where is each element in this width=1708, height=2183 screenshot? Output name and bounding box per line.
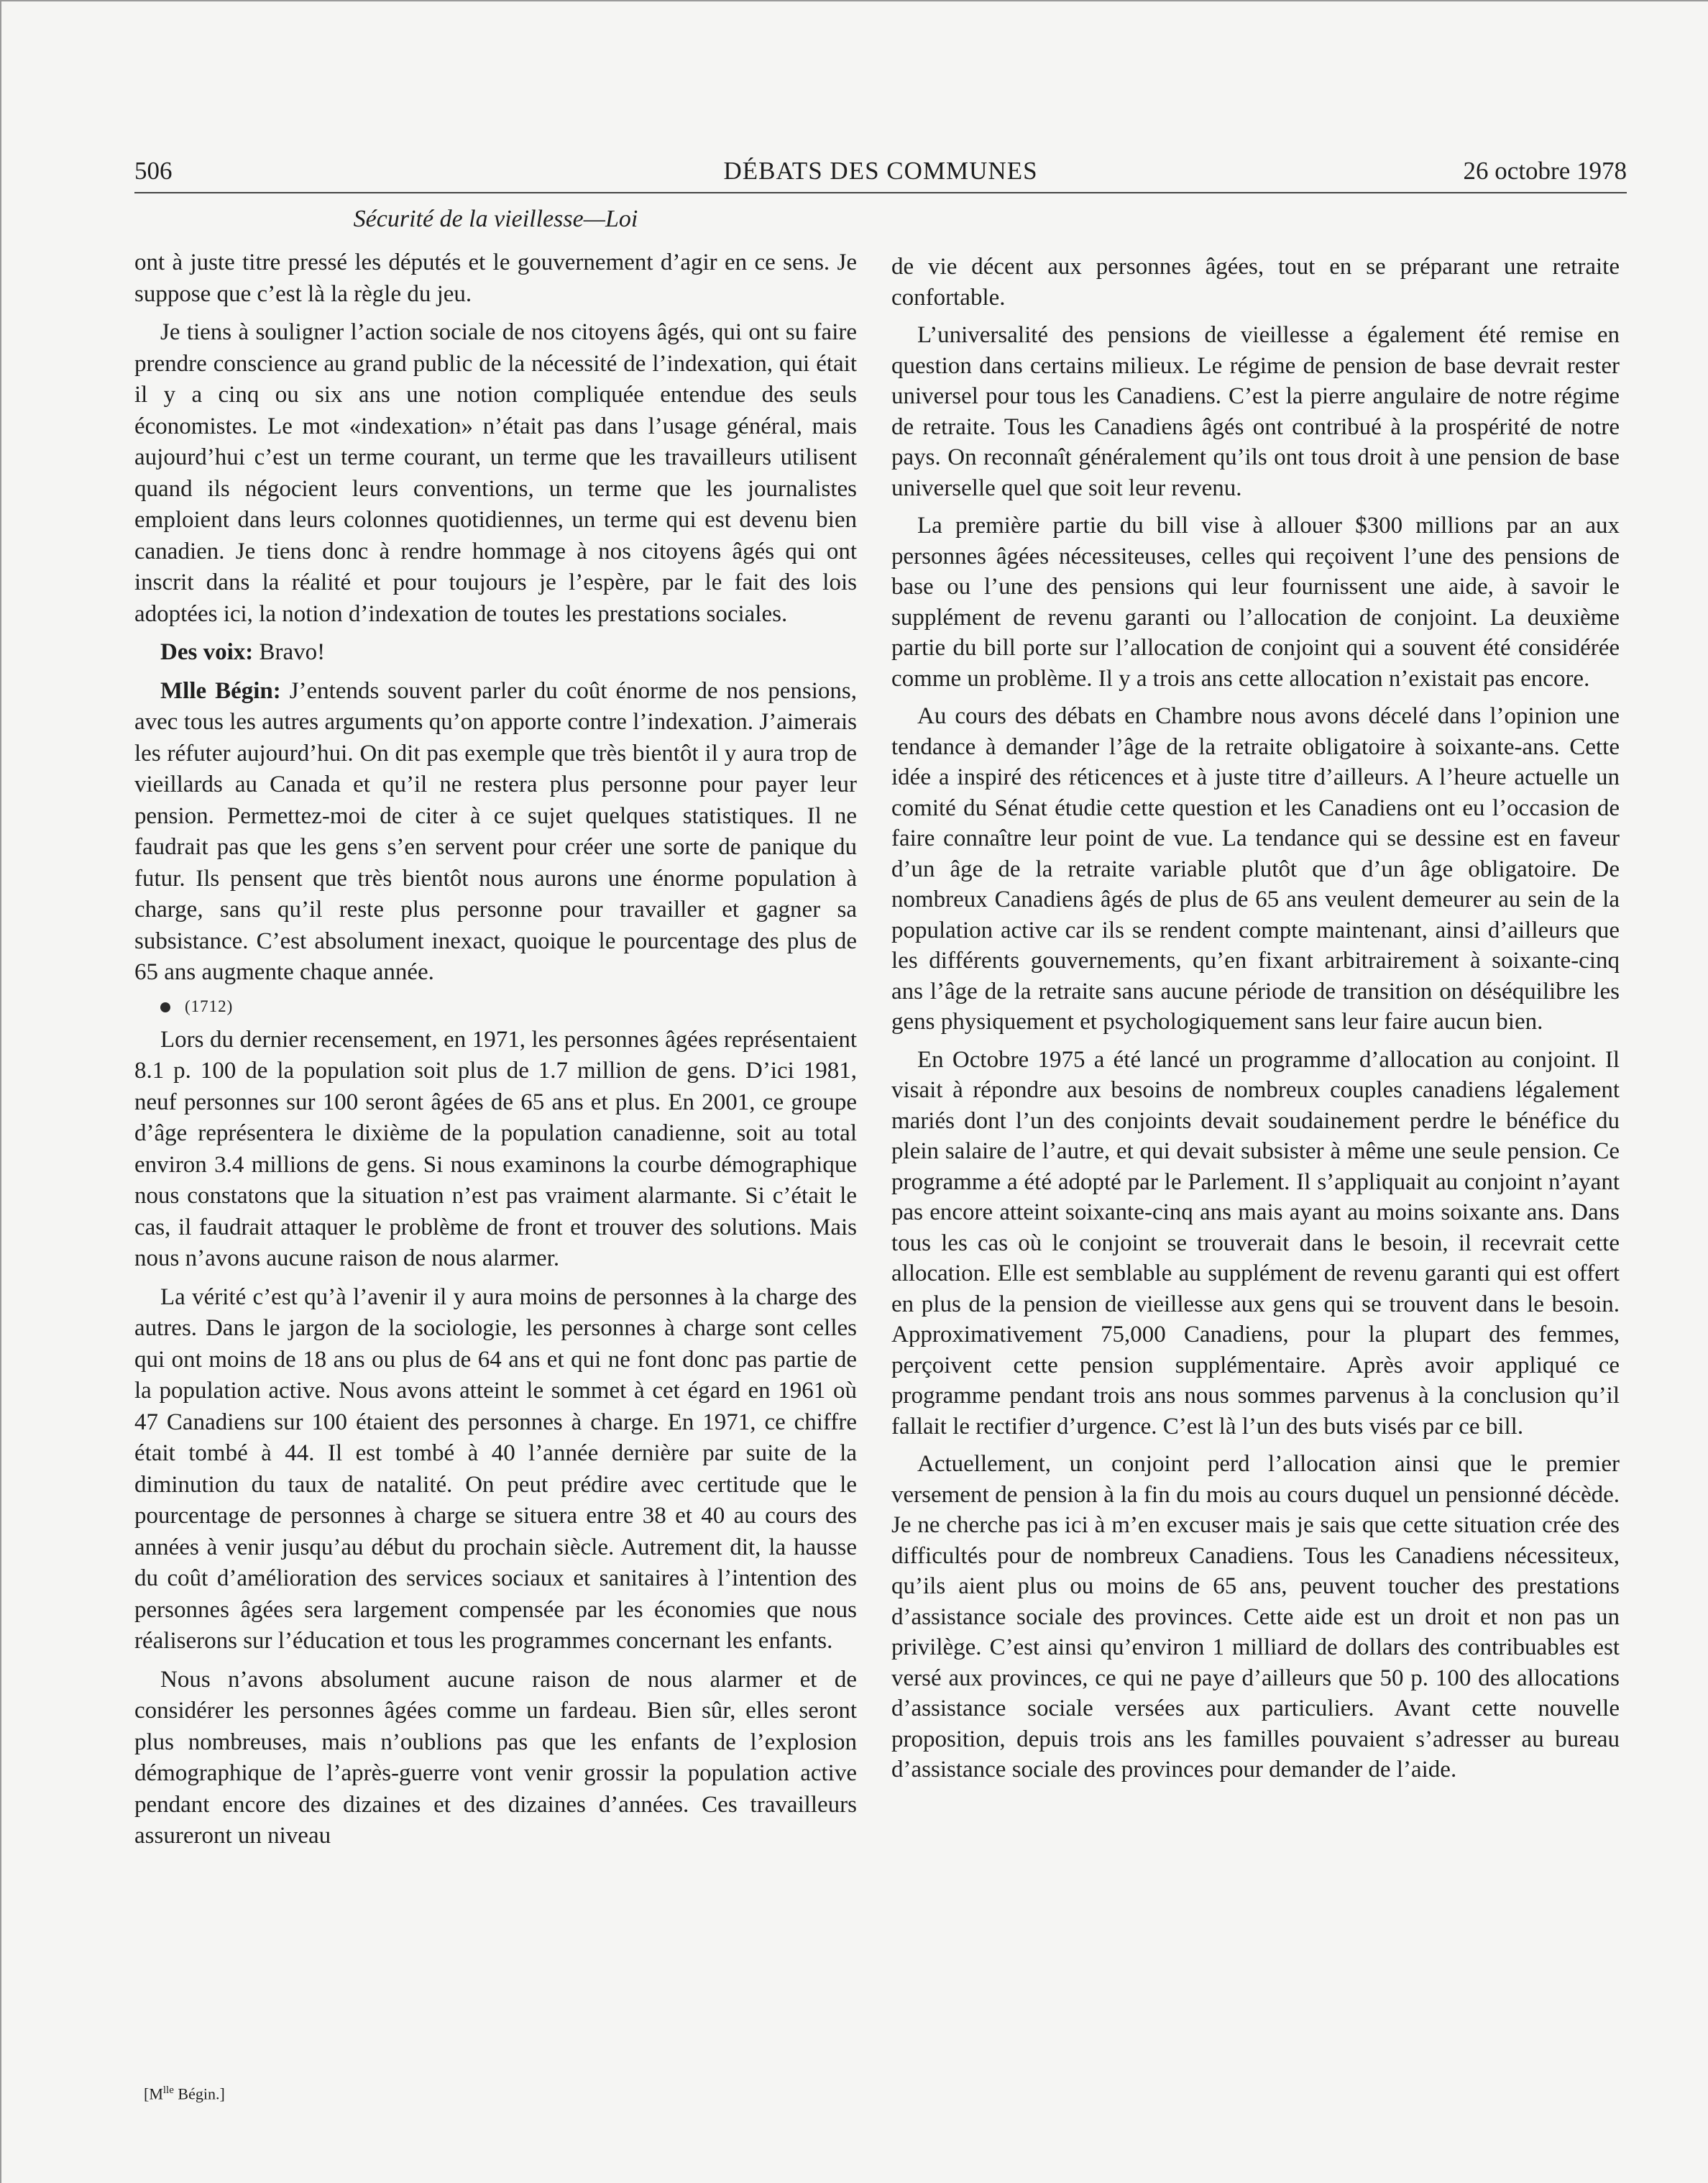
footnote-name: Bégin.] xyxy=(173,2084,225,2103)
time-marker-label: (1712) xyxy=(185,997,234,1015)
publication-title: DÉBATS DES COMMUNES xyxy=(723,157,1038,185)
paragraph xyxy=(134,676,857,989)
speaker-name: Des voix: xyxy=(160,639,254,665)
paragraph: de vie décent aux personnes âgées, tout en se préparant une retraite confortable. xyxy=(891,254,1620,311)
time-marker xyxy=(134,996,857,1017)
speaker-footnote xyxy=(144,2079,225,2105)
speaker-name: Mlle Bégin: xyxy=(160,677,281,704)
paragraph: Nous n’avons absolument aucune raison de nous alarmer et de considérer les personnes âgées comme un fardeau. Bien sûr, elles seront plus nombreuses, mais n’oublions pas que les enfants de l’explosion démographique de l’après-guerre vont venir grossir la population active pendant encore des dizaines et des dizaines d’années. Ces travailleurs assureront un niveau xyxy=(134,1666,857,1849)
paragraph xyxy=(134,637,857,669)
paragraph: En Octobre 1975 a été lancé un programme d’allocation au conjoint. Il visait à répondre aux besoins de nombreux couples canadiens légalement mariés dont l’un des conjoints devait soudainement perdre le bénéfice du plein salaire de l’autre, et qui devait subsister à même une seule pension. Ce programme a été adopté par le Parlement. Il s’appliquait au conjoint n’ayant pas encore atteint soixante-cinq ans mais ayant au moins soixante ans. Dans tous les cas où le conjoint se trouverait dans le besoin, il recevrait cette allocation. Elle est semblable au supplément de revenu garanti qui est offert en plus de la pension de vieillesse aux gens qui se trouvent dans le besoin. Approximativement 75,000 Canadiens, pour la plupart des femmes, perçoivent cette pension supplémentaire. Après avoir appliqué ce programme pendant trois ans nous sommes parvenus à la conclusion qu’il fallait le rectifier d’urgence. C’est là l’un des buts visés par ce bill. xyxy=(891,1046,1620,1440)
paragraph: ont à juste titre pressé les députés et le gouvernement d’agir en ce sens. Je suppose que c’est là la règle du jeu. xyxy=(134,250,857,307)
footnote-prefix: [M xyxy=(144,2084,163,2103)
page-header xyxy=(134,149,1627,193)
paragraph: La vérité c’est qu’à l’avenir il y aura moins de personnes à la charge des autres. Dans le jargon de la sociologie, les personnes à charge sont celles qui ont moins de 18 ans ou plus de 64 ans et qui ne font donc pas partie de la population active. Nous avons atteint le sommet à cet égard en 1961 où 47 Canadiens sur 100 étaient des personnes à charge. En 1971, ce chiffre était tombé à 44. Il est tombé à 40 l’année dernière par suite de la diminution du taux de natalité. On peut prédire avec certitude que le pourcentage de personnes à charge se situera entre 38 et 40 au cours des années à venir jusqu’au début du prochain siècle. Autrement dit, la hausse du coût d’amélioration des services sociaux et sanitaires à l’intention des personnes âgées sera largement compensée par les économies que nous réaliserons sur l’éducation et tous les programmes concernant les enfants. xyxy=(134,1283,857,1654)
paragraph: Actuellement, un conjoint perd l’allocation ainsi que le premier versement de pension à la fin du mois au cours duquel un pensionné décède. Je ne cherche pas ici à m’en excuser mais je sais que cette situation crée des difficultés pour de nombreux Canadiens. Tous les Canadiens nécessiteux, qu’ils aient plus ou moins de 65 ans, peuvent toucher des prestations d’assistance sociale des provinces. Cette aide est un droit et non pas un privilège. C’est ainsi qu’environ 1 milliard de dollars des contribuables est versé aux provinces, ce qui ne paye d’ailleurs que 50 p. 100 des allocations d’assistance sociale versées aux particuliers. Avant cette nouvelle proposition, depuis trois ans les familles pouvaient s’adresser au bureau d’assistance sociale des provinces pour demander de l’aide. xyxy=(891,1451,1620,1782)
paragraph: Je tiens à souligner l’action sociale de nos citoyens âgés, qui ont su faire prendre conscience au grand public de la nécessité de l’indexation, qui était il y a cinq ou six ans une notion compliquée entendue des seuls économistes. Le mot «indexation» n’était pas dans l’usage général, mais aujourd’hui c’est un terme courant, un terme que les travailleurs utilisent quand ils négocient leurs conventions, un terme que les journalistes emploient dans leurs colonnes quotidiennes, un terme qui est devenu bien canadien. Je tiens donc à rendre hommage à nos citoyens âgés qui ont inscrit dans la réalité et pour toujours je l’espère, par le fait des lois adoptées ici, la notion d’indexation de toutes les prestations sociales. xyxy=(134,319,857,627)
left-column xyxy=(134,247,857,1859)
header-rule xyxy=(134,192,1627,193)
paragraph: Lors du dernier recensement, en 1971, les personnes âgées représentaient 8.1 p. 100 de la population soit plus de 1.7 million de gens. D’ici 1981, neuf personnes sur 100 seront âgées de 65 ans et plus. En 2001, ce groupe d’âge représentera le dixième de la population canadienne, soit au total environ 3.4 millions de gens. Si nous examinons la courbe démographique nous constatons que la situation n’est pas vraiment alarmante. Si c’était le cas, il faudrait attaquer le problème de front et trouver des solutions. Mais nous n’avons aucune raison de nous alarmer. xyxy=(134,1026,857,1271)
right-column xyxy=(891,252,1620,1793)
page-number: 506 xyxy=(134,157,173,185)
speech-text: J’entends souvent parler du coût énorme de nos pensions, avec tous les autres arguments qu’on apporte contre l’indexation. J’aimerais les réfuter aujourd’hui. On dit pas exemple que très bientôt il y aura trop de vieillards au Canada et qu’il ne restera plus personne pour payer leur pension. Permettez-moi de citer à ce sujet quelques statistiques. Il ne faudrait pas que les gens s’en servent pour créer une sorte de panique du futur. Ils pensent que très bientôt nous aurons une énorme population à charge, sans qu’il reste plus personne pour travailler et gagner sa subsistance. C’est absolument inexact, quoique le pourcentage des plus de 65 ans augmente chaque année. xyxy=(134,677,857,985)
running-head: Sécurité de la vieillesse—Loi xyxy=(353,206,638,232)
paragraph: Au cours des débats en Chambre nous avons décelé dans l’opinion une tendance à demander l’âge de la retraite obligatoire à soixante-ans. Cette idée a inspiré des réticences et à juste titre d’ailleurs. A l’heure actuelle un comité du Sénat étudie cette question et les Canadiens ont eu l’occasion de faire connaître leur point de vue. La tendance qui se dessine est en faveur d’un âge de la retraite variable plutôt que d’un âge obligatoire. De nombreux Canadiens âgés de plus de 65 ans veulent demeurer au sein de la population active car ils se rendent compte maintenant, ainsi d’ailleurs que les différents gouvernements, qu’en fixant arbitrairement à soixante-cinq ans l’âge de la retraite sans aucune période de transition on déséquilibre les gens physiquement et psychologiquement sans leur faire aucun bien. xyxy=(891,703,1620,1035)
paragraph: La première partie du bill vise à allouer $300 millions par an aux personnes âgées nécessiteuses, celles qui reçoivent l’une des pensions de base ou l’une des pensions qui leur fournissent une aide, à savoir le supplément de revenu garanti ou l’allocation de conjoint. La deuxième partie du bill porte sur l’allocation de conjoint qui a souvent été considérée comme un problème. Il y a trois ans cette allocation n’existait pas encore. xyxy=(891,513,1620,692)
bullet-icon xyxy=(160,1002,170,1012)
footnote-superscript: lle xyxy=(162,2084,174,2096)
paragraph: L’universalité des pensions de vieillesse a également été remise en question dans certains milieux. Le régime de pension de base devrait rester universel pour tous les Canadiens. C’est la pierre angulaire de notre régime de retraite. Tous les Canadiens âgés ont contribué à la prospérité de notre pays. On reconnaît généralement qu’ils ont tous droit à une pension de base universelle quel que soit leur revenu. xyxy=(891,322,1620,501)
speech-text: Bravo! xyxy=(253,639,326,665)
publication-date: 26 octobre 1978 xyxy=(1463,157,1627,185)
